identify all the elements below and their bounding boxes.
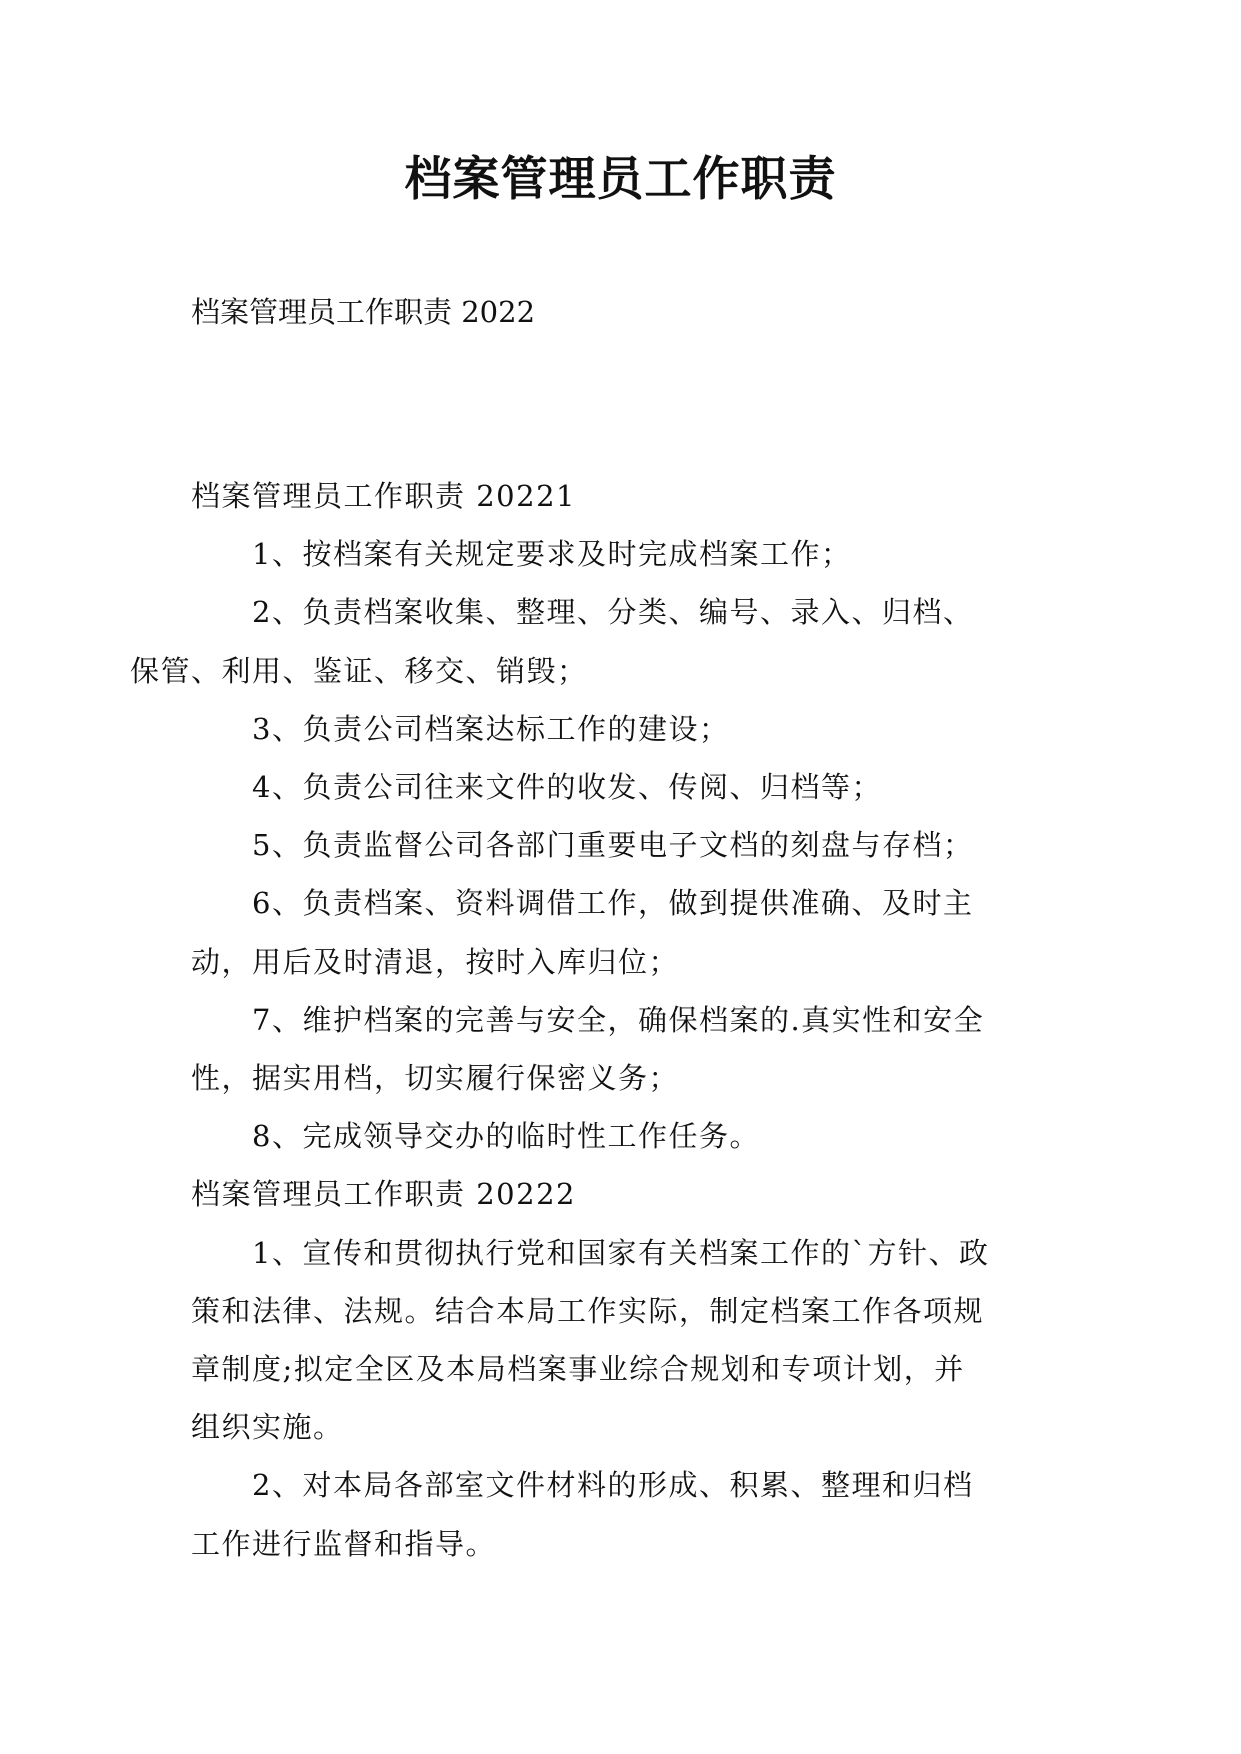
paragraph-line: 组织实施。 [191,1410,344,1445]
paragraph-line: 保管、利用、鉴证、移交、销毁； [130,653,588,688]
list-item [191,1224,1051,1457]
list-item [191,758,1051,816]
paragraph-line: 6、负责档案、资料调借工作，做到提供准确、及时主 [252,886,974,921]
document-body [130,467,1051,1573]
list-item [130,583,1051,699]
list-item [191,1107,1051,1165]
paragraph-line: 工作进行监督和指导。 [191,1526,497,1561]
paragraph-line: 动，用后及时清退，按时入库归位； [191,944,680,979]
paragraph-line: 2、负责档案收集、整理、分类、编号、录入、归档、 [252,595,974,630]
list-item [191,525,1051,583]
document-title: 档案管理员工作职责 [404,152,837,207]
list-item [191,874,1051,990]
section-heading-2: 档案管理员工作职责 20222 [191,1177,576,1212]
list-item [191,991,1051,1107]
section-heading-1: 档案管理员工作职责 20221 [191,479,576,513]
paragraph-line: 2、对本局各部室文件材料的形成、积累、整理和归档 [252,1468,974,1503]
paragraph-line: 8、完成领导交办的临时性工作任务。 [252,1119,760,1154]
paragraph-line: 性，据实用档，切实履行保密义务； [191,1061,680,1096]
paragraph-line: 7、维护档案的完善与安全，确保档案的.真实性和安全 [252,1002,985,1037]
paragraph-line: 1、按档案有关规定要求及时完成档案工作； [252,537,852,572]
list-item [191,816,1051,874]
list-item [191,700,1051,758]
paragraph-line: 4、负责公司往来文件的收发、传阅、归档等； [252,770,882,805]
paragraph-line: 3、负责公司档案达标工作的建设； [252,711,730,746]
paragraph-line: 5、负责监督公司各部门重要电子文档的刻盘与存档； [252,828,974,863]
paragraph-line: 1、宣传和贯彻执行党和国家有关档案工作的`方针、政 [252,1235,990,1270]
paragraph-line: 章制度;拟定全区及本局档案事业综合规划和专项计划，并 [191,1352,965,1387]
list-item [191,1456,1051,1572]
paragraph-line: 策和法律、法规。结合本局工作实际，制定档案工作各项规 [191,1293,985,1328]
document-subtitle: 档案管理员工作职责 2022 [191,295,536,329]
